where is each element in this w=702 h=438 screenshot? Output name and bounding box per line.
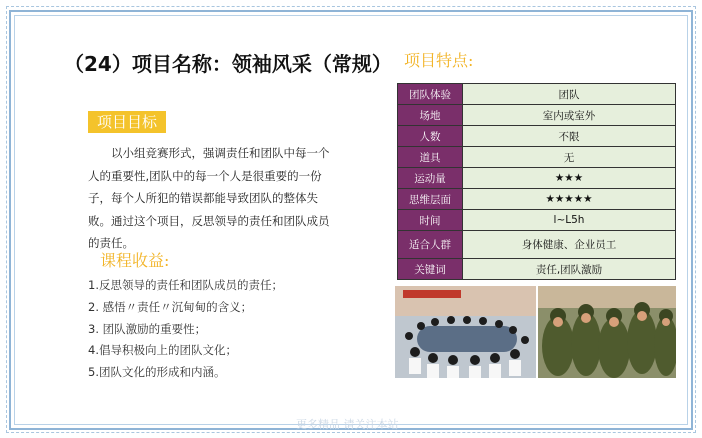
feature-label: 人数: [398, 126, 463, 147]
page-title: （24）项目名称：领袖风采（常规）: [64, 52, 392, 76]
table-row: [398, 210, 676, 231]
feature-label: 道具: [398, 147, 463, 168]
features-table: [397, 83, 676, 280]
income-item: 5.团队文化的形成和内涵。: [88, 365, 226, 380]
feature-value: 室内或室外: [463, 105, 676, 126]
goal-text: 以小组竞赛形式，强调责任和团队中每一个 人的重要性,团队中的每一个人是很重要的一份 子，每个人所犯的错误都能导致团队的整体失 败。通过这个项目，反思领导的责任和团队成员 的责任。: [88, 146, 330, 250]
indoor-group-image: [395, 286, 536, 378]
table-row: [398, 84, 676, 105]
table-row: [398, 189, 676, 210]
watermark: 更多精品 请关注本站: [296, 418, 399, 431]
income-item: 3. 团队激励的重要性；: [88, 321, 207, 336]
feature-value: ★★★★★: [463, 189, 676, 210]
feature-label: 场地: [398, 105, 463, 126]
income-heading: 课程收益:: [100, 251, 170, 270]
feature-value: l~L5h: [463, 210, 676, 231]
table-row: [398, 147, 676, 168]
table-row: [398, 168, 676, 189]
feature-label: 思维层面: [398, 189, 463, 210]
feature-value: 不限: [463, 126, 676, 147]
feature-value: 无: [463, 147, 676, 168]
table-row: [398, 105, 676, 126]
table-row: [398, 126, 676, 147]
income-list: [88, 275, 283, 384]
feature-value: 责任,团队激励: [463, 259, 676, 280]
activity-photo-indoor: [395, 286, 536, 378]
goal-heading: 项目目标: [88, 111, 166, 133]
table-row: [398, 259, 676, 280]
feature-value: ★★★: [463, 168, 676, 189]
feature-label: 适合人群: [398, 231, 463, 259]
feature-value: 身体健康、企业员工: [463, 231, 676, 259]
activity-photos: [395, 286, 676, 378]
income-item: 1.反思领导的责任和团队成员的责任；: [88, 278, 283, 292]
feature-value: 团队: [463, 84, 676, 105]
feature-label: 运动量: [398, 168, 463, 189]
feature-label: 时间: [398, 210, 463, 231]
activity-photo-soldiers: [538, 286, 676, 378]
income-item: 2. 感悟〃责任〃沉甸甸的含义；: [88, 299, 253, 314]
soldiers-image: [538, 286, 676, 378]
feature-label: 关键词: [398, 259, 463, 280]
features-heading: 项目特点:: [404, 51, 474, 70]
table-row: [398, 231, 676, 259]
feature-label: 团队体验: [398, 84, 463, 105]
income-item: 4.倡导积极向上的团队文化；: [88, 343, 237, 358]
